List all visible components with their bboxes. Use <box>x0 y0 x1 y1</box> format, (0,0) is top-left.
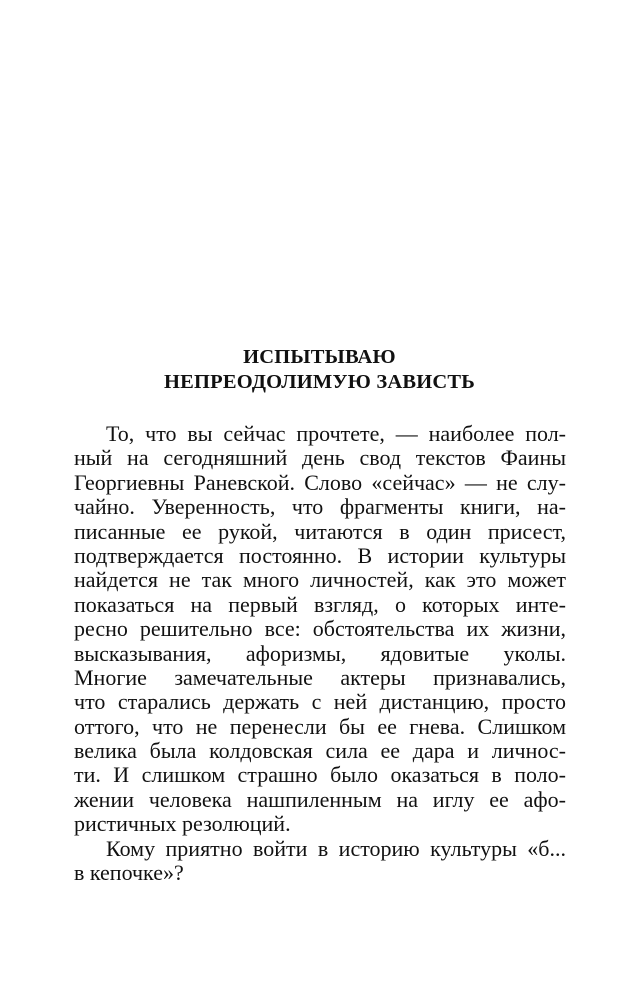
text-line: найдется не так много личностей, как это может <box>74 567 566 593</box>
text-line: подтверждается постоянно. В истории культуры <box>74 542 566 568</box>
text-line: Георгиевны Раневской. Слово «сейчас» — не слу- <box>74 469 566 495</box>
text-line: показаться на первый взгляд, о которых инте- <box>74 591 566 617</box>
text-line: Кому приятно войти в историю культуры «б... <box>106 835 566 861</box>
text-line: писанные ее рукой, читаются в один присест, <box>74 518 566 544</box>
body-text <box>74 422 566 885</box>
text-line: чайно. Уверенность, что фрагменты книги, на- <box>74 494 566 520</box>
text-line: ристичных резолюций. <box>74 811 291 837</box>
paragraph-1 <box>74 422 566 837</box>
text-line: что старались держать с ней дистанцию, просто <box>74 689 566 715</box>
text-line: Многие замечательные актеры признавались, <box>74 664 566 690</box>
chapter-heading-line-1: ИСПЫТЫВАЮ <box>243 346 396 368</box>
text-line: высказывания, афоризмы, ядовитые уколы. <box>74 640 566 666</box>
text-line: То, что вы сейчас прочтете, — наиболее пол- <box>106 421 566 446</box>
chapter-heading <box>0 345 639 395</box>
text-line: жении человека нашпиленным на иглу ее афо- <box>74 786 566 812</box>
text-line: велика была колдовская сила ее дара и личнос- <box>74 738 566 764</box>
text-line: ресно решительно все: обстоятельства их жизни, <box>74 616 566 642</box>
text-line: ный на сегодняшний день свод текстов Фаины <box>74 445 566 471</box>
chapter-heading-line-2: НЕПРЕОДОЛИМУЮ ЗАВИСТЬ <box>163 371 475 393</box>
text-line: в кепочке»? <box>74 860 184 886</box>
text-line: ти. И слишком страшно было оказаться в поло- <box>74 762 566 788</box>
text-line: оттого, что не перенесли бы ее гнева. Слишком <box>74 713 566 739</box>
paragraph-2 <box>74 837 566 886</box>
